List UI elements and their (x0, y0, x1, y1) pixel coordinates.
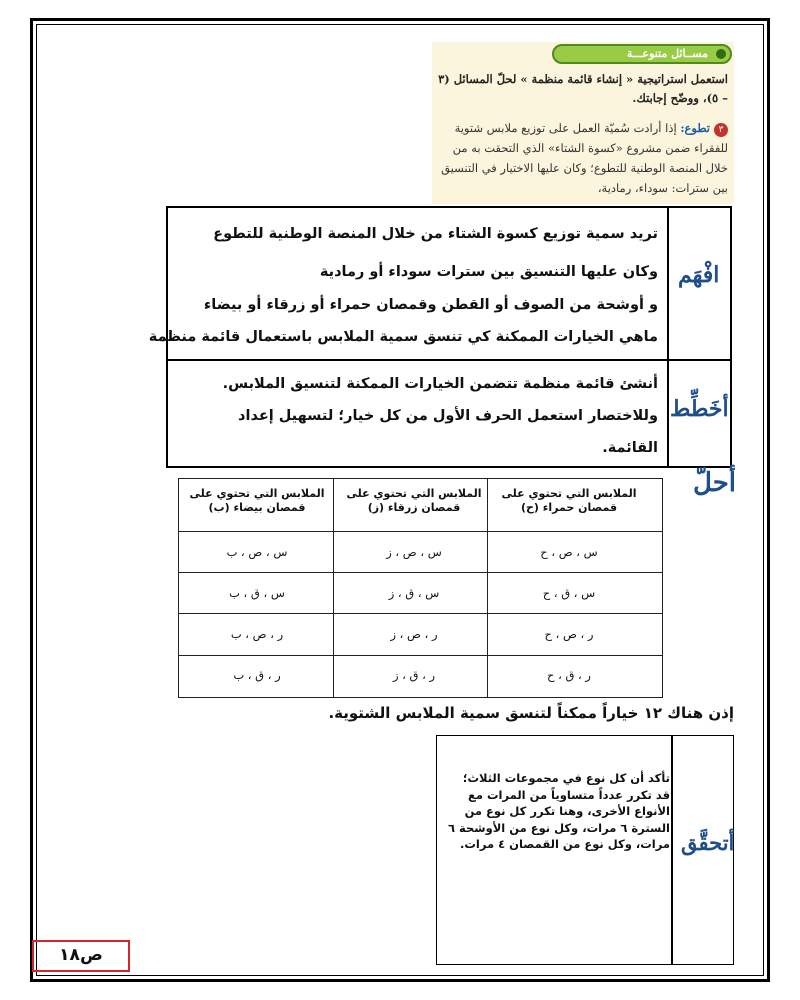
plan-line-1: أنشئ قائمة منظمة تتضمن الخيارات الممكنة لتنسيق الملابس. (222, 376, 658, 392)
table-cell: ر ، ص ، ز (390, 627, 438, 641)
grid-row-divider-3 (179, 613, 662, 614)
understand-label: افْهَم (678, 262, 720, 288)
problem-number-badge: ٣ (714, 123, 728, 137)
page-number: ص١٨ (32, 940, 130, 972)
excerpt-problem (436, 118, 728, 198)
label-column-divider (667, 208, 669, 466)
verify-text: تأكد أن كل نوع في مجموعات الثلاث؛ قد تكرر عدداً متساوياً من المرات مع الأنواع الأخرى، وهنا تكرر كل نوع من السترة ٦ مرات، وكل نوع من الأوشحة ٦ مرات، وكل نوع من القمصان ٤ مرات. (447, 771, 670, 852)
organized-list-table (178, 478, 663, 698)
textbook-excerpt (432, 42, 734, 204)
solve-label: أحلّ (693, 468, 736, 498)
problem-keyword: تطوع: (680, 121, 710, 135)
understand-line-3: و أوشحة من الصوف أو القطن وقمصان حمراء أو زرقاء أو بيضاء (203, 297, 658, 313)
grid-col-divider-1 (333, 479, 334, 697)
header-white-shirts: الملابس التي تحتوي على قمصان بيضاء (ب) (189, 487, 325, 514)
table-cell: س ، ق ، ز (388, 586, 440, 600)
verify-label: أتحقَّق (681, 830, 735, 855)
plan-line-2: وللاختصار استعمل الحرف الأول من كل خيار؛ لتسهيل إعداد (238, 408, 658, 424)
grid-row-divider-2 (179, 572, 662, 573)
table-cell: ر ، ص ، ب (230, 627, 284, 641)
plan-label: أخَطِّط (670, 396, 729, 422)
grid-row-divider-1 (179, 531, 662, 532)
conclusion-text: إذن هناك ١٢ خياراً ممكناً لتنسق سمية الملابس الشتوية. (328, 704, 734, 722)
section-pill-title: مســائل متنوعـــة (626, 47, 708, 60)
understand-line-1: تريد سمية توزيع كسوة الشتاء من خلال المنصة الوطنية للتطوع (213, 226, 658, 242)
section-pill (552, 44, 732, 64)
header-blue-shirts: الملابس التي تحتوي على قمصان زرقاء (ز) (346, 487, 482, 514)
table-cell: س ، ص ، ز (386, 545, 442, 559)
understand-line-4: ماهي الخيارات الممكنة كي تنسق سمية الملابس باستعمال قائمة منظمة (148, 329, 658, 345)
table-cell: ر ، ص ، ح (544, 627, 594, 641)
table-cell: ر ، ق ، ز (392, 668, 436, 682)
grid-row-divider-4 (179, 655, 662, 656)
table-cell: س ، ق ، ب (229, 586, 285, 600)
row-divider (168, 359, 730, 361)
table-cell: ر ، ق ، ح (547, 668, 591, 682)
table-cell: س ، ص ، ب (226, 545, 288, 559)
pill-dot-icon (716, 49, 726, 59)
table-cell: س ، ق ، ح (542, 586, 596, 600)
table-cell: س ، ص ، ح (540, 545, 598, 559)
verify-divider (671, 736, 673, 964)
plan-line-3: القائمة. (602, 440, 658, 456)
understand-line-2: وكان عليها التنسيق بين سترات سوداء أو رمادية (319, 264, 658, 280)
table-cell: ر ، ق ، ب (233, 668, 281, 682)
excerpt-instruction: استعمل استراتيجية « إنشاء قائمة منظمة » لحلّ المسائل (٣ – ٥)، ووضّح إجابتك. (438, 72, 728, 105)
header-red-shirts: الملابس التي تحتوي على قمصان حمراء (ح) (501, 487, 637, 514)
problem-body: إذا أرادت سُميّة العمل على توزيع ملابس شتوية للفقراء ضمن مشروع «كسوة الشتاء» الذي التحقت به من خلال المنصة الوطنية للتطوع؛ وكان عليها الاختيار في التنسيق بين سترات: سوداء، رمادية، (441, 121, 728, 195)
